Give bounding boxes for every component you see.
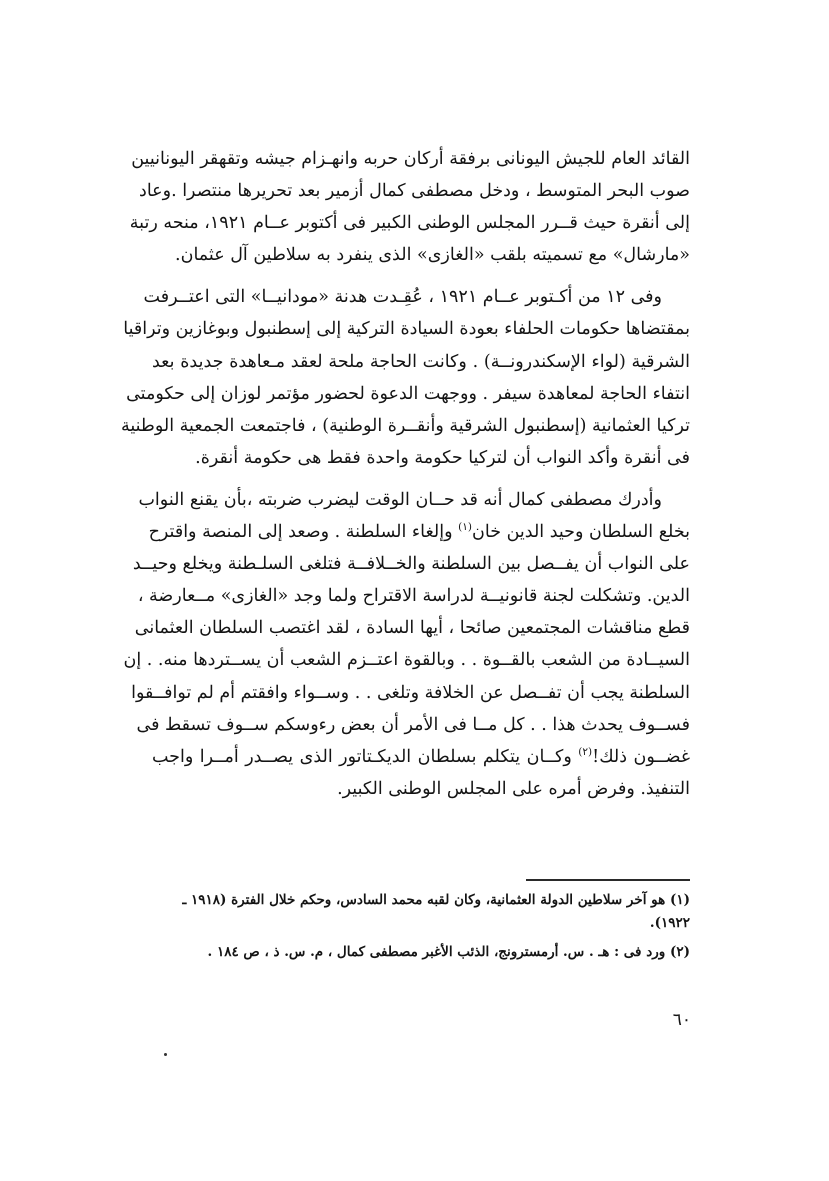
text-line: الدين. وتشكلت لجنة قانونيــة لدراسة الاقتراح ولما وجد «الغازى» مــعارضة ،	[137, 586, 690, 607]
text-segment: بخلع السلطان وحيد الدين خان	[472, 522, 690, 543]
text-line: التنفيذ. وفرض أمره على المجلس الوطنى الكبير.	[337, 778, 690, 799]
text-line-with-footnote	[152, 741, 690, 773]
paragraph-3	[123, 484, 690, 805]
main-text	[120, 143, 690, 805]
footnotes	[152, 889, 690, 964]
footnote-line: ١٩٢٢).	[649, 915, 690, 931]
footnote-ref-1[interactable]: (١)	[458, 521, 473, 534]
page-number: ٦٠	[672, 1010, 691, 1030]
text-line: السلطنة يجب أن تفــصل عن الخلافة وتلغى . . وســواء وافقتم أم لم توافــقوا	[131, 682, 690, 703]
text-line: وفى ١٢ من أكـتوبر عــام ١٩٢١ ، عُقِـدت هدنة «مودانيــا» التى اعتــرفت	[143, 287, 662, 308]
text-line: فســوف يحدث هذا . . كل مــا فى الأمر أن بعض رءوسكم ســوف تسقط فى	[136, 714, 690, 735]
footnote-divider	[526, 879, 690, 881]
text-line: إلى أنقرة حيث قــرر المجلس الوطنى الكبير فى أكتوبر عــام ١٩٢١، منحه رتبة	[129, 213, 690, 234]
text-line: على النواب أن يفــصل بين السلطنة والخــلافــة فتلغى السلـطنة ويخلع وحيــد	[132, 554, 690, 575]
footnote-2	[152, 941, 690, 964]
text-segment: غضــون ذلك!	[592, 746, 690, 767]
paragraph-1	[129, 143, 690, 271]
text-line: بمقتضاها حكومات الحلفاء بعودة السيادة التركية إلى إسطنبول وبوغازين وتراقيا	[123, 319, 690, 340]
text-line: تركيا العثمانية (إسطنبول الشرقية وأنقــرة الوطنية) ، فاجتمعت الجمعية الوطنية	[120, 415, 690, 436]
text-line: صوب البحر المتوسط ، ودخل مصطفى كمال أزمير بعد تحريرها منتصرا .وعاد	[139, 181, 690, 202]
text-line: انتفاء الحاجة لمعاهدة سيفر . ووجهت الدعوة لحضور مؤتمر لوزان إلى حكومتى	[126, 383, 690, 404]
text-segment: وإلغاء السلطنة . وصعد إلى المنصة واقترح	[148, 522, 459, 543]
footnote-line: (٢) ورد فى : هـ . س. أرمسترونج، الذئب الأغبر مصطفى كمال ، م. س. ذ ، ص ١٨٤ .	[207, 944, 690, 960]
text-line: السيــادة من الشعب بالقــوة . . وبالقوة اعتــزم الشعب أن يســتردها منه. . إن	[123, 650, 690, 671]
footnote-ref-2[interactable]: (٢)	[578, 745, 593, 758]
footnote-line: (١) هو آخر سلاطين الدولة العثمانية، وكان لقبه محمد السادس، وحكم خلال الفترة (١٩١٨ ـ	[182, 892, 690, 908]
text-line: فى أنقرة وأكد النواب أن لتركيا حكومة واحدة فقط هى حكومة أنقرة.	[195, 447, 690, 468]
footnote-1	[152, 889, 690, 935]
text-segment: وكــان يتكلم بسلطان الديكـتاتور الذى يصــدر أمــرا واجب	[152, 746, 579, 767]
text-line-with-footnote	[148, 516, 690, 548]
text-line: الشرقية (لواء الإسكندرونــة) . وكانت الحاجة ملحة لعقد مـعاهدة جديدة بعد	[152, 351, 690, 372]
paragraph-2	[120, 281, 690, 474]
text-line: «مارشال» مع تسميته بلقب «الغازى» الذى ينفرد به سلاطين آل عثمان.	[175, 245, 690, 266]
text-line: وأدرك مصطفى كمال أنه قد حــان الوقت ليضرب ضربته ،بأن يقنع النواب	[138, 489, 662, 510]
scan-speck	[164, 1053, 167, 1056]
text-line: قطع مناقشات المجتمعين صائحا ، أيها السادة ، لقد اغتصب السلطان العثمانى	[134, 618, 690, 639]
text-line: القائد العام للجيش اليونانى برفقة أركان حربه وانهـزام جيشه وتقهقر اليونانيين	[131, 149, 690, 169]
